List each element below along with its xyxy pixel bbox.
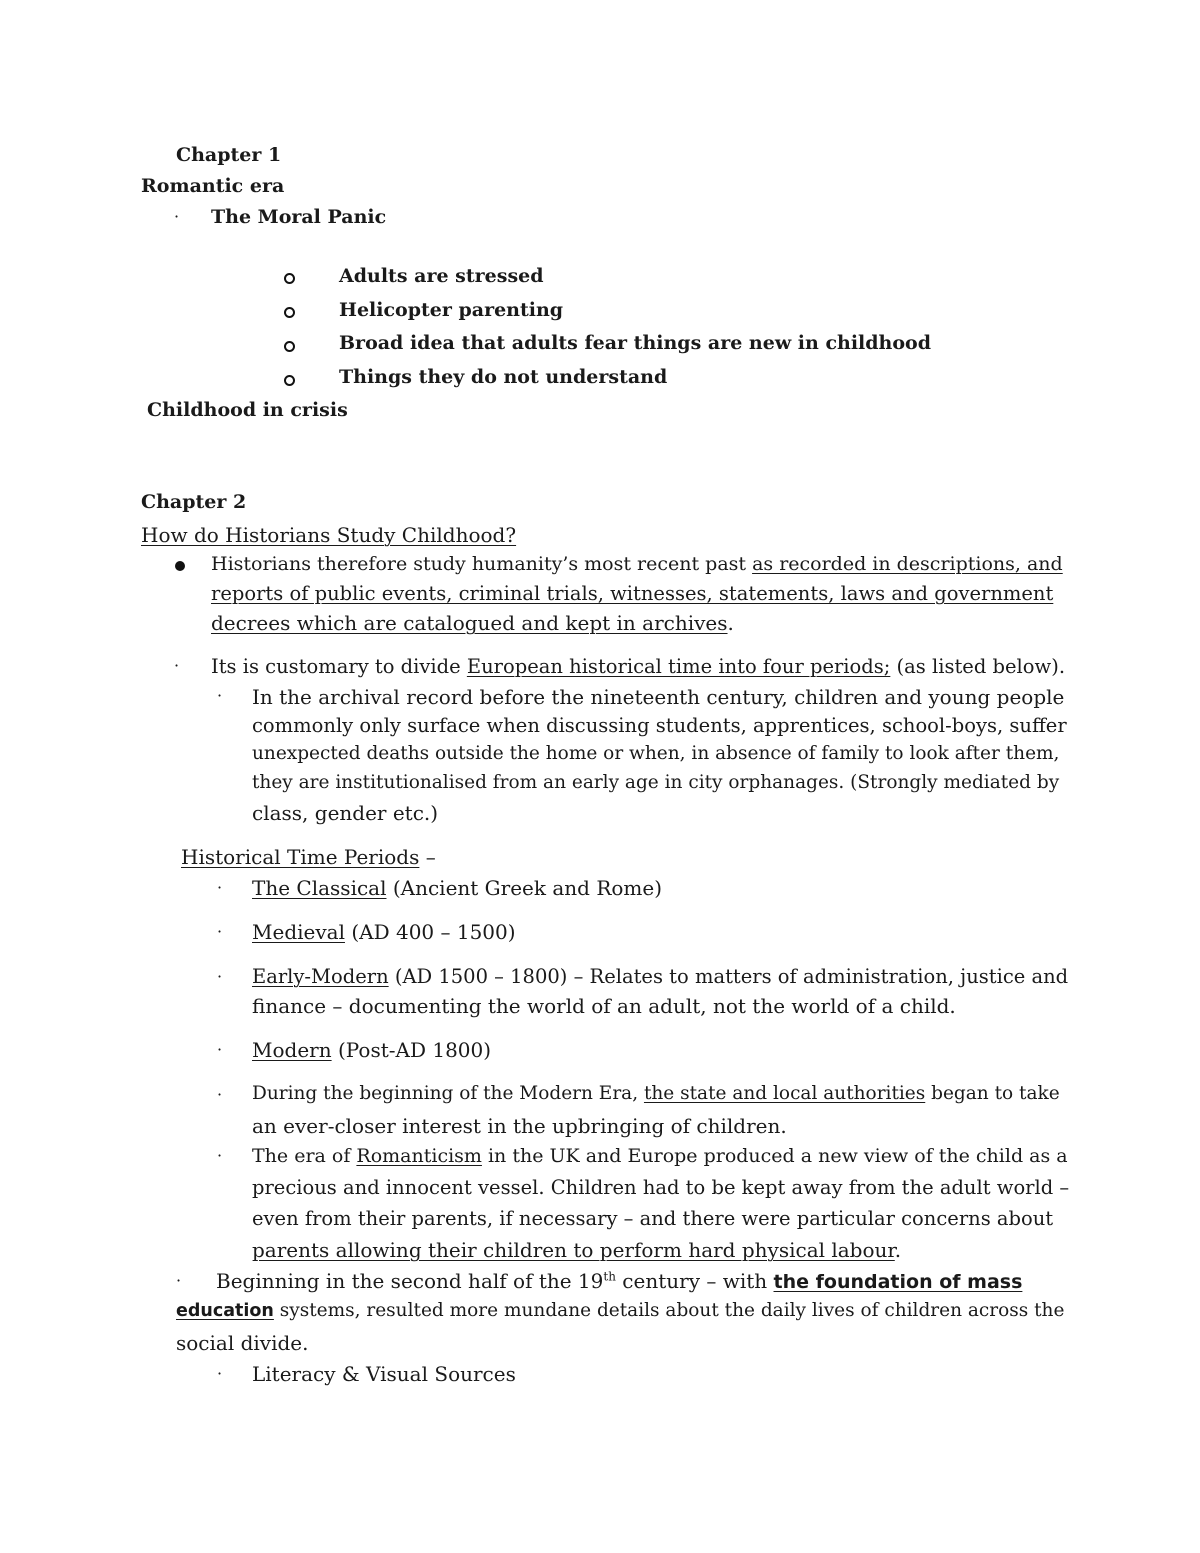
bullet-dot: · xyxy=(217,1364,223,1383)
periods-heading: Historical Time Periods – xyxy=(181,845,436,869)
chapter1-heading: Chapter 1 xyxy=(176,144,282,166)
paragraph-line: precious and innocent vessel. Children had to be kept away from the adult world – xyxy=(252,1176,1070,1199)
paragraph-line: unexpected deaths outside the home or when, in absence of family to look after them, xyxy=(252,743,1060,764)
bullet-dot: · xyxy=(176,1271,182,1290)
bullet-dot: · xyxy=(217,878,223,897)
circle-bullet-icon xyxy=(284,273,295,284)
circle-bullet-icon xyxy=(284,307,295,318)
paragraph-line: During the beginning of the Modern Era, the state and local authorities began to take xyxy=(252,1083,1060,1104)
chapter2-heading: Chapter 2 xyxy=(141,491,247,513)
paragraph-line: reports of public events, criminal trials, witnesses, statements, laws and government xyxy=(211,582,1054,605)
chapter2-subheading: How do Historians Study Childhood? xyxy=(141,523,517,547)
paragraph-line: The era of Romanticism in the UK and Europe produced a new view of the child as a xyxy=(252,1145,1068,1167)
list-item: Broad idea that adults fear things are new in childhood xyxy=(339,332,931,354)
bullet-dot: · xyxy=(217,1146,223,1165)
paragraph-line: an ever-closer interest in the upbringing of children. xyxy=(252,1114,787,1138)
paragraph-line: parents allowing their children to perform hard physical labour. xyxy=(252,1238,902,1262)
paragraph-line: commonly only surface when discussing students, apprentices, school-boys, suffer xyxy=(252,714,1067,737)
disc-bullet-icon xyxy=(175,561,185,571)
period-classical: The Classical (Ancient Greek and Rome) xyxy=(252,876,663,900)
paragraph-line: Literacy & Visual Sources xyxy=(252,1362,516,1386)
bullet-dot: · xyxy=(217,922,223,941)
paragraph-line: class, gender etc.) xyxy=(252,801,439,825)
circle-bullet-icon xyxy=(284,375,295,386)
bullet-dot: · xyxy=(217,1040,223,1059)
paragraph-line: finance – documenting the world of an adult, not the world of a child. xyxy=(252,994,956,1018)
paragraph-line: even from their parents, if necessary – and there were particular concerns about xyxy=(252,1207,1054,1230)
paragraph-line: education systems, resulted more mundane details about the daily lives of children across the xyxy=(176,1300,1065,1321)
period-medieval: Medieval (AD 400 – 1500) xyxy=(252,920,516,944)
paragraph-line: decrees which are catalogued and kept in archives. xyxy=(211,611,734,635)
paragraph-line: Its is customary to divide European historical time into four periods; (as listed below). xyxy=(211,655,1066,678)
list-item: Helicopter parenting xyxy=(339,299,564,321)
list-item: Things they do not understand xyxy=(339,366,668,388)
bullet-dot: · xyxy=(217,686,223,705)
paragraph-line: they are institutionalised from an early age in city orphanages. (Strongly mediated by xyxy=(252,772,1060,793)
period-modern: Modern (Post-AD 1800) xyxy=(252,1038,492,1062)
paragraph-line: In the archival record before the nineteenth century, children and young people xyxy=(252,685,1065,709)
bullet-dot: · xyxy=(217,1085,223,1104)
paragraph-line: Historians therefore study humanity’s most recent past as recorded in descriptions, and xyxy=(211,553,1063,575)
circle-bullet-icon xyxy=(284,341,295,352)
bullet-dot: · xyxy=(217,967,223,986)
chapter1-subheading: Romantic era xyxy=(141,175,285,197)
paragraph-line: social divide. xyxy=(176,1331,309,1355)
bullet-dot: · xyxy=(174,656,180,675)
moral-panic-label: The Moral Panic xyxy=(211,206,387,228)
bullet-dot: · xyxy=(174,207,180,226)
list-item: Adults are stressed xyxy=(339,265,544,287)
period-early-modern: Early-Modern (AD 1500 – 1800) – Relates to matters of administration, justice and xyxy=(252,965,1069,988)
childhood-crisis-label: Childhood in crisis xyxy=(147,399,348,421)
paragraph-line: Beginning in the second half of the 19th century – with the foundation of mass xyxy=(216,1269,1023,1293)
